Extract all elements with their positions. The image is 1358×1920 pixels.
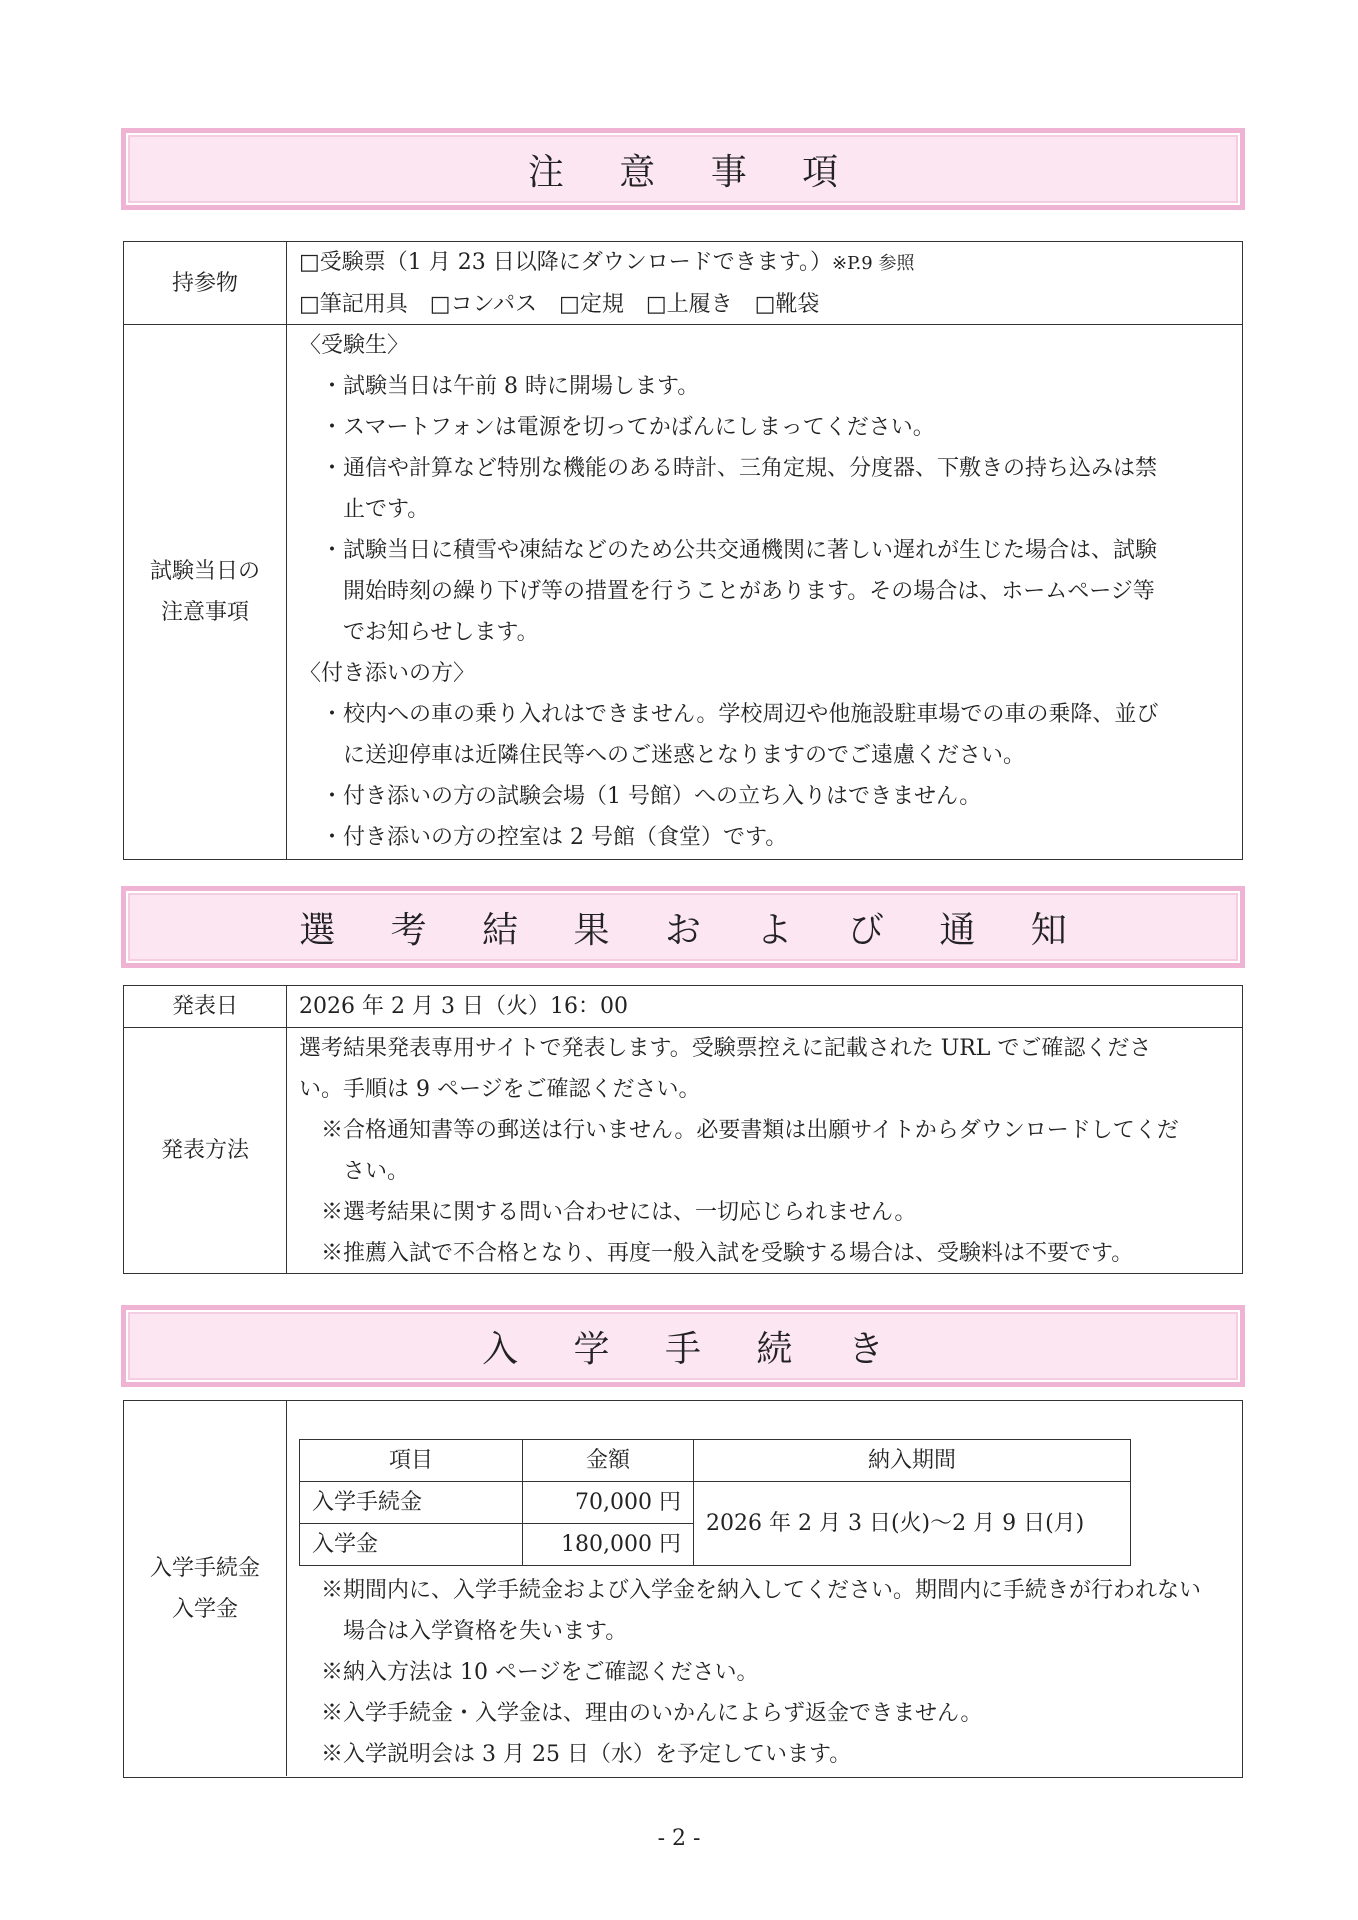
enrollment-note-3: ※入学手続金・入学金は、理由のいかんによらず返金できません。 [321, 1701, 983, 1726]
enrollment-note-4: ※入学説明会は 3 月 25 日（水）を予定しています。 [321, 1742, 852, 1767]
students-heading: 〈受験生〉 [299, 333, 410, 358]
method-note-2b: さい。 [343, 1159, 410, 1184]
fee-header-amount: 金額 [523, 1440, 694, 1482]
escort-note-2: ・付き添いの方の試験会場（1 号館）への立ち入りはできません。 [321, 784, 982, 809]
students-note-4b: 開始時刻の繰り下げ等の措置を行うことがあります。その場合は、ホームページ等 [343, 579, 1155, 604]
escort-heading: 〈付き添いの方〉 [299, 661, 476, 686]
results-method-label: 発表方法 [124, 1028, 287, 1273]
fee-row-1-amount: 70,000 円 [523, 1482, 694, 1524]
fee-header-period: 納入期間 [694, 1440, 1131, 1482]
students-note-3a: ・通信や計算など特別な機能のある時計、三角定規、分度器、下敷きの持ち込みは禁 [321, 456, 1158, 481]
results-table [123, 985, 1243, 1274]
students-note-1: ・試験当日は午前 8 時に開場します。 [321, 374, 700, 399]
results-date-label: 発表日 [124, 986, 287, 1027]
results-date-row [124, 986, 1242, 1027]
items-line-2: □筆記用具 □コンパス □定規 □上履き □靴袋 [299, 292, 820, 317]
students-note-3b: 止です。 [343, 497, 430, 522]
notice-table [123, 241, 1243, 860]
page-number: - 2 - [657, 1826, 701, 1851]
enrollment-label [124, 1401, 287, 1776]
items-line-1-text: □受験票（1 月 23 日以降にダウンロードできます。） [299, 250, 832, 275]
items-row [124, 242, 1242, 324]
items-line-1 [299, 242, 1230, 284]
notice-title-band [121, 128, 1245, 210]
fee-row-1-item: 入学手続金 [300, 1482, 523, 1524]
enrollment-content [287, 1401, 1242, 1776]
exam-day-content [287, 325, 1242, 859]
escort-note-1b: に送迎停車は近隣住民等へのご迷惑となりますのでご遠慮ください。 [343, 743, 1026, 768]
enrollment-title: 入 学 手 続 き [482, 1328, 906, 1370]
students-note-2: ・スマートフォンは電源を切ってかばんにしまってください。 [321, 415, 935, 440]
items-line-1-note: ※P.9 参照 [832, 253, 915, 274]
enrollment-note-1b: 場合は入学資格を失います。 [343, 1619, 628, 1644]
fee-row-2-amount: 180,000 円 [523, 1524, 694, 1566]
results-method-content [287, 1028, 1242, 1273]
fee-row-1 [300, 1482, 1131, 1524]
results-date-value: 2026 年 2 月 3 日（火）16：00 [299, 994, 628, 1019]
enrollment-row [124, 1401, 1242, 1776]
method-line-1a: 選考結果発表専用サイトで発表します。受験票控えに記載された URL でご確認くださ [299, 1036, 1152, 1061]
method-line-1b: い。手順は 9 ページをご確認ください。 [299, 1077, 701, 1102]
exam-day-row [124, 324, 1242, 859]
fee-header-row [300, 1440, 1131, 1482]
fee-row-2-item: 入学金 [300, 1524, 523, 1566]
students-note-4a: ・試験当日に積雪や凍結などのため公共交通機関に著しい遅れが生じた場合は、試験 [321, 538, 1158, 563]
results-title-band [121, 886, 1245, 968]
enrollment-note-1a: ※期間内に、入学手続金および入学金を納入してください。期間内に手続きが行われない [321, 1578, 1202, 1603]
escort-note-3: ・付き添いの方の控室は 2 号館（食堂）です。 [321, 825, 788, 850]
items-label: 持参物 [124, 242, 287, 324]
method-note-3: ※選考結果に関する問い合わせには、一切応じられません。 [321, 1200, 917, 1225]
fee-period: 2026 年 2 月 3 日(火)〜2 月 9 日(月) [694, 1482, 1131, 1566]
fee-table [299, 1439, 1131, 1566]
exam-day-label [124, 325, 287, 859]
exam-day-label-2: 注意事項 [160, 600, 249, 625]
method-note-2a: ※合格通知書等の郵送は行いません。必要書類は出願サイトからダウンロードしてくだ [321, 1118, 1179, 1143]
students-note-4c: でお知らせします。 [343, 620, 539, 645]
exam-day-label-1: 試験当日の [149, 559, 260, 584]
notice-title: 注 意 事 項 [527, 151, 861, 193]
enrollment-label-2: 入学金 [171, 1596, 238, 1622]
enrollment-table [123, 1400, 1243, 1778]
enrollment-note-2: ※納入方法は 10 ページをご確認ください。 [321, 1660, 759, 1685]
items-content [287, 242, 1242, 324]
enrollment-title-band [121, 1305, 1245, 1387]
enrollment-label-1: 入学手続金 [149, 1555, 260, 1581]
method-note-4: ※推薦入試で不合格となり、再度一般入試を受験する場合は、受験料は不要です。 [321, 1241, 1134, 1266]
escort-note-1a: ・校内への車の乗り入れはできません。学校周辺や他施設駐車場での車の乗降、並び [321, 702, 1159, 727]
results-title: 選 考 結 果 お よ び 通 知 [299, 909, 1089, 951]
fee-header-item: 項目 [300, 1440, 523, 1482]
results-method-row [124, 1027, 1242, 1273]
